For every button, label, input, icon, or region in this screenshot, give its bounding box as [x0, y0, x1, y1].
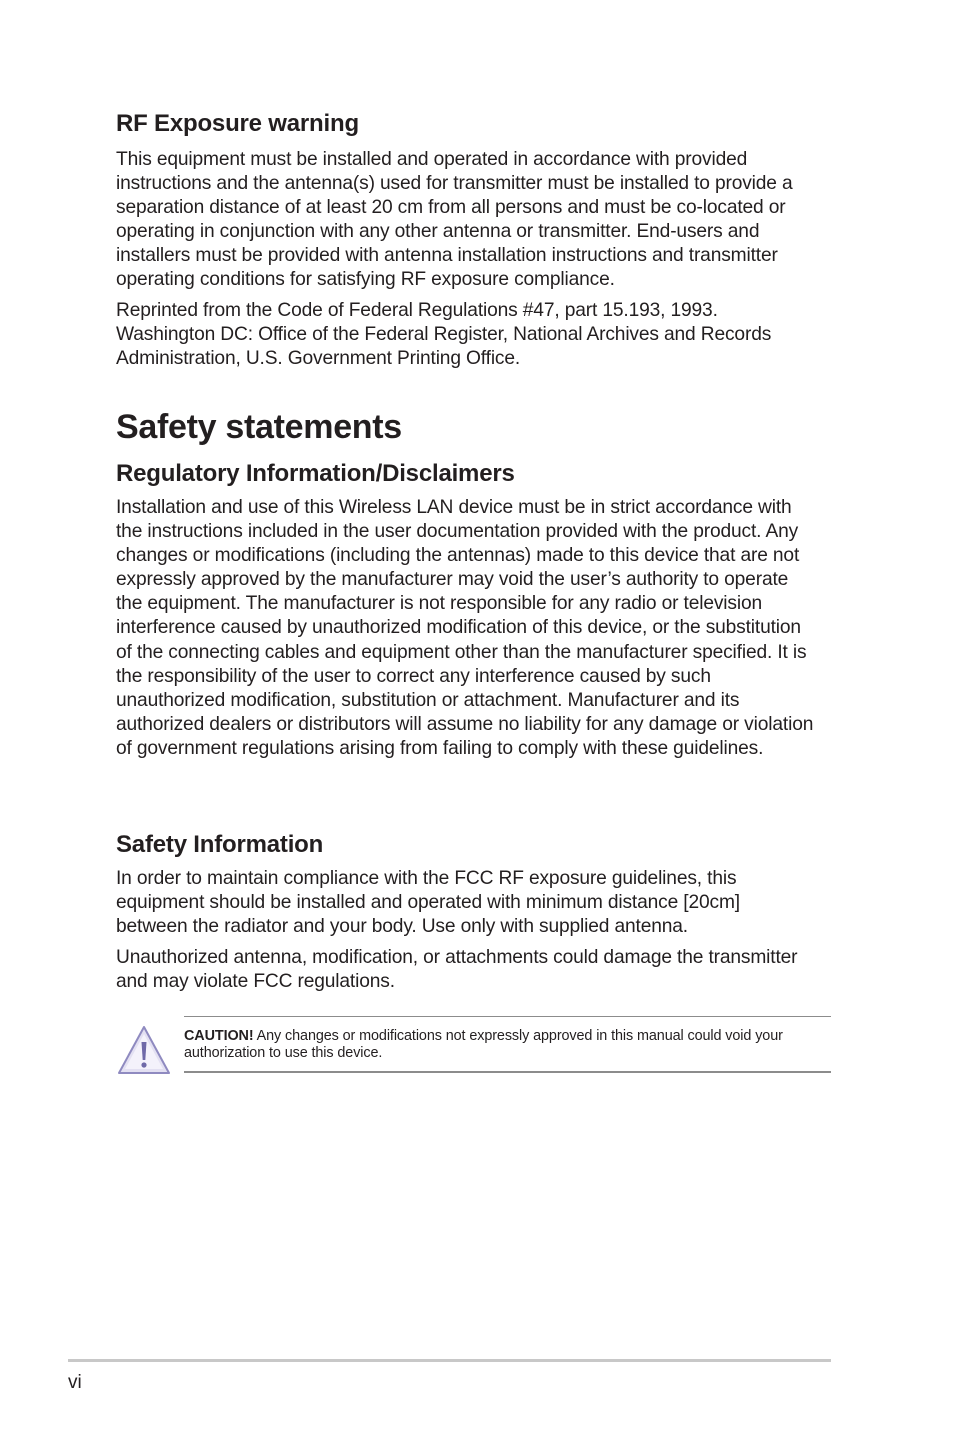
caution-text — [184, 1028, 831, 1062]
regulatory-paragraph: Installation and use of this Wireless LAN device must be in strict accordance with the instructions included in the user documentation provided with the product. Any changes or modifications (including the antennas) made to this device that are not expressly approved by the manufacturer may void the user’s authority to operate the equipment. The manufacturer is not responsible for any radio or television interference caused by unauthorized modification of this device, or the substitution of the connecting cables and equipment other than the manufacturer specified. It is the responsibility of the user to correct any interference caused by such unauthorized modification, substitution or attachment. Manufacturer and its authorized dealers or distributors will assume no liability for any damage or violation of government regulations arising from failing to comply with these guidelines. — [116, 497, 814, 759]
safety-statements-title: Safety statements — [116, 408, 402, 446]
rf-exposure-paragraph-1: This equipment must be installed and operated in accordance with provided instructions and the antenna(s) used for transmitter must be installed to provide a separation distance of at least 20 cm from all persons and must be co-located or operating in conjunction with any other antenna or transmitter. End-users and installers must be provided with antenna installation instructions and transmitter operating conditions for satisfying RF exposure compliance. — [116, 149, 793, 291]
caution-top-rule — [184, 1016, 831, 1017]
caution-bottom-rule — [184, 1071, 831, 1073]
safety-information-paragraph-2: Unauthorized antenna, modification, or attachments could damage the transmitter and may violate FCC regulations. — [116, 947, 798, 993]
regulatory-heading: Regulatory Information/Disclaimers — [116, 460, 515, 487]
safety-information-heading: Safety Information — [116, 831, 324, 858]
footer-rule — [68, 1359, 831, 1362]
rf-exposure-heading: RF Exposure warning — [116, 110, 359, 137]
safety-information-paragraph-1: In order to maintain compliance with the FCC RF exposure guidelines, this equipment should be installed and operated with minimum distance [20cm] between the radiator and your body. Use only with supplied antenna. — [116, 868, 740, 938]
caution-box — [116, 1016, 831, 1073]
rf-exposure-paragraph-2: Reprinted from the Code of Federal Regulations #47, part 15.193, 1993. Washington DC: Office of the Federal Register, National Archives and Records Administration, U.S. Government Printing Office. — [116, 300, 772, 370]
caution-message: Any changes or modifications not expressly approved in this manual could void your authorization to use this device. — [184, 1028, 783, 1061]
warning-triangle-icon — [116, 1024, 172, 1076]
page-number: vi — [68, 1372, 82, 1393]
caution-label: CAUTION! — [184, 1028, 254, 1044]
